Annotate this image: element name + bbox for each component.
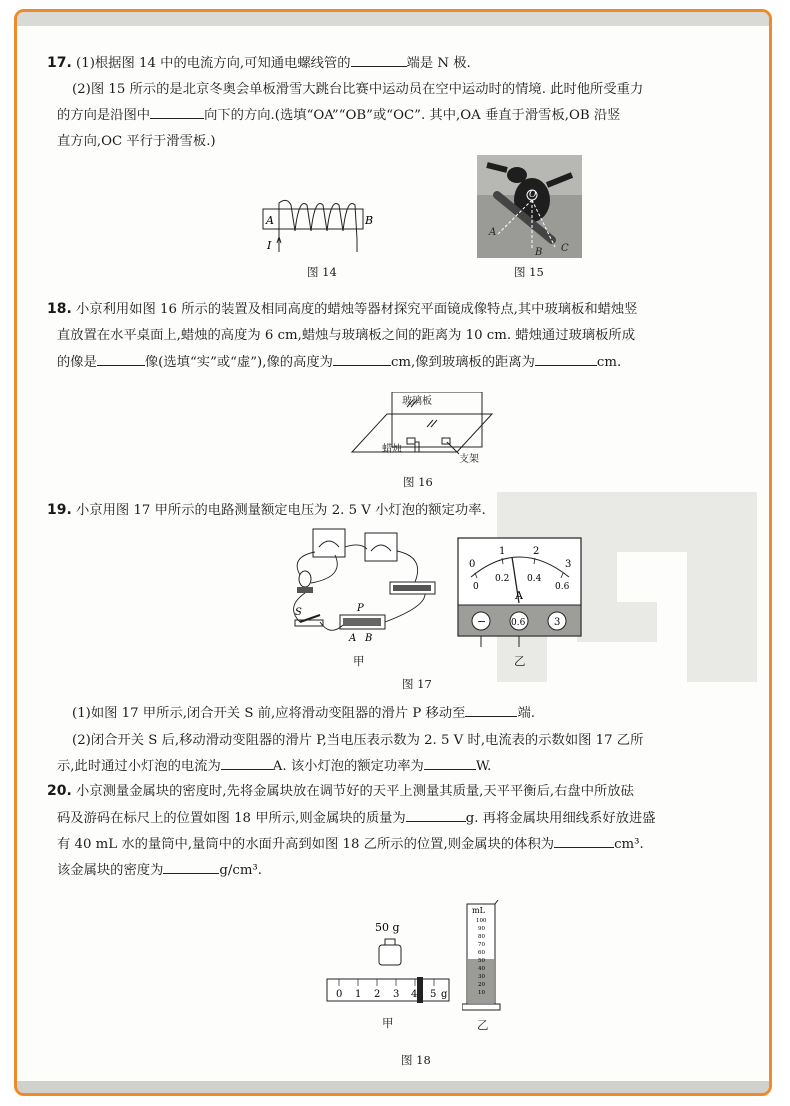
- question-20-number: 20.: [47, 783, 72, 799]
- answer-blank[interactable]: [424, 755, 476, 770]
- question-18-line1: 18. 小京利用如图 16 所示的装置及相同高度的蜡烛等器材探究平面镜成像特点,其中玻璃板和蜡烛竖: [47, 301, 638, 317]
- figure-18-sub-b: 乙: [477, 1018, 489, 1032]
- label-a: A: [349, 633, 357, 644]
- label-p: P: [357, 603, 364, 614]
- label-o: O: [529, 190, 537, 200]
- answer-blank[interactable]: [221, 755, 273, 770]
- cyl-tick: 80: [478, 934, 485, 940]
- figure-17-caption: 图 17: [402, 677, 432, 691]
- figure-17-sub-a: 甲: [353, 654, 365, 668]
- answer-blank[interactable]: [465, 702, 517, 717]
- terminal-3: 3: [554, 617, 561, 628]
- question-18-number: 18.: [47, 301, 72, 317]
- question-17-line3: 的方向是沿图中 向下的方向.(选填“OA”“OB”或“OC”. 其中,OA 垂直于滑雪板,OB 沿竖: [57, 102, 772, 129]
- tick-upper: 2: [533, 546, 540, 557]
- question-17-number: 17.: [47, 55, 72, 71]
- question-17-line1: 17. (1)根据图 14 中的电流方向,可知通电螺线管的 端是 N 极.: [47, 50, 767, 77]
- answer-blank[interactable]: [535, 351, 597, 366]
- tick-lower: 0.2: [495, 574, 510, 584]
- scale-tick: 0: [336, 989, 343, 1000]
- question-19-line1: 19. 小京用图 17 甲所示的电路测量额定电压为 2. 5 V 小灯泡的额定功率.: [47, 502, 486, 518]
- cyl-tick: 10: [478, 990, 485, 996]
- question-19-part1: (1)如图 17 甲所示,闭合开关 S 前,应将滑动变阻器的滑片 P 移动至 端.: [72, 700, 772, 727]
- answer-blank[interactable]: [554, 833, 614, 848]
- terminal-negative: −: [477, 615, 487, 628]
- weight-label: 50 g: [375, 921, 400, 934]
- figure-16-mirror-setup: [347, 392, 497, 472]
- figure-18-graduated-cylinder: [462, 900, 507, 1015]
- scale-tick: 4: [411, 989, 418, 1000]
- cyl-tick: 100: [476, 918, 487, 924]
- tick-upper: 0: [469, 559, 476, 570]
- figure-18-balance-scale: [317, 917, 457, 1012]
- label-a: A: [266, 214, 274, 227]
- figure-16-caption: 图 16: [403, 475, 433, 489]
- tick-upper: 1: [499, 546, 506, 557]
- scale-tick: 5: [430, 989, 437, 1000]
- meter-unit: A: [515, 589, 523, 602]
- question-20-line2: 码及游码在标尺上的位置如图 18 甲所示,则金属块的质量为 g. 再将金属块用细线系好放进盛: [57, 805, 772, 832]
- label-candle: 蜡烛: [382, 444, 402, 455]
- cyl-tick: 20: [478, 982, 485, 988]
- question-20-line4: 该金属块的密度为 g/cm³.: [57, 857, 772, 884]
- figure-15-caption: 图 15: [514, 265, 544, 279]
- answer-blank[interactable]: [97, 351, 145, 366]
- question-20-line3: 有 40 mL 水的量筒中,量筒中的水面升高到如图 18 乙所示的位置,则金属块的体积为 cm³.: [57, 831, 772, 858]
- tick-lower: 0: [473, 582, 479, 592]
- page-frame: [14, 9, 772, 1096]
- scale-unit: g: [441, 989, 448, 1000]
- figure-17-sub-b: 乙: [514, 654, 526, 668]
- figure-17-circuit: [275, 527, 455, 652]
- figure-18-caption: 图 18: [401, 1053, 431, 1067]
- cyl-tick: 40: [478, 966, 485, 972]
- label-b: B: [365, 214, 374, 227]
- figure-15-snowboarder: [477, 155, 582, 258]
- terminal-0.6: 0.6: [511, 618, 526, 628]
- cyl-tick: 50: [478, 958, 485, 964]
- question-19-part2-line2: 示,此时通过小灯泡的电流为 A. 该小灯泡的额定功率为 W.: [57, 753, 772, 780]
- question-17-line2: (2)图 15 所示的是北京冬奥会单板滑雪大跳台比赛中运动员在空中运动时的情境. 此时他所受重力: [72, 82, 644, 97]
- cyl-tick: 70: [478, 942, 485, 948]
- label-c: C: [561, 243, 569, 254]
- tick-lower: 0.4: [527, 574, 542, 584]
- figure-18-sub-a: 甲: [382, 1016, 394, 1030]
- label-glass: 玻璃板: [402, 396, 432, 407]
- tick-lower: 0.6: [555, 582, 570, 592]
- answer-blank[interactable]: [150, 104, 204, 119]
- label-stand: 支架: [459, 454, 479, 465]
- label-b: B: [535, 247, 543, 258]
- cyl-tick: 60: [478, 950, 485, 956]
- question-19-part2-line1: (2)闭合开关 S 后,移动滑动变阻器的滑片 P,当电压表示数为 2. 5 V 时,电流表的示数如图 17 乙所: [72, 733, 644, 748]
- scale-tick: 2: [374, 989, 381, 1000]
- question-17-line4: 直方向,OC 平行于滑雪板.): [57, 134, 216, 149]
- bottom-band: [17, 1081, 769, 1093]
- tick-upper: 3: [565, 559, 572, 570]
- answer-blank[interactable]: [333, 351, 391, 366]
- cylinder-unit: mL: [472, 906, 485, 915]
- answer-blank[interactable]: [351, 52, 407, 67]
- cyl-tick: 30: [478, 974, 485, 980]
- question-18-line3: 的像是 像(选填“实”或“虚”),像的高度为 cm,像到玻璃板的距离为 cm.: [57, 349, 772, 376]
- question-19-number: 19.: [47, 502, 72, 518]
- question-18-line2: 直放置在水平桌面上,蜡烛的高度为 6 cm,蜡烛与玻璃板之间的距离为 10 cm. 蜡烛通过玻璃板所成: [57, 328, 635, 343]
- figure-14-caption: 图 14: [307, 265, 337, 279]
- label-s: S: [295, 607, 302, 618]
- scale-tick: 3: [393, 989, 400, 1000]
- figure-17-ammeter: [457, 537, 582, 647]
- top-band: [17, 12, 769, 26]
- scale-tick: 1: [355, 989, 362, 1000]
- cyl-tick: 90: [478, 926, 485, 932]
- label-current: I: [267, 239, 272, 252]
- label-b: B: [365, 633, 373, 644]
- figure-14-solenoid: [257, 197, 387, 257]
- answer-blank[interactable]: [163, 859, 219, 874]
- answer-blank[interactable]: [406, 807, 466, 822]
- question-20-line1: 20. 小京测量金属块的密度时,先将金属块放在调节好的天平上测量其质量,天平平衡后,右盘中所放砝: [47, 783, 634, 799]
- label-a: A: [489, 227, 497, 238]
